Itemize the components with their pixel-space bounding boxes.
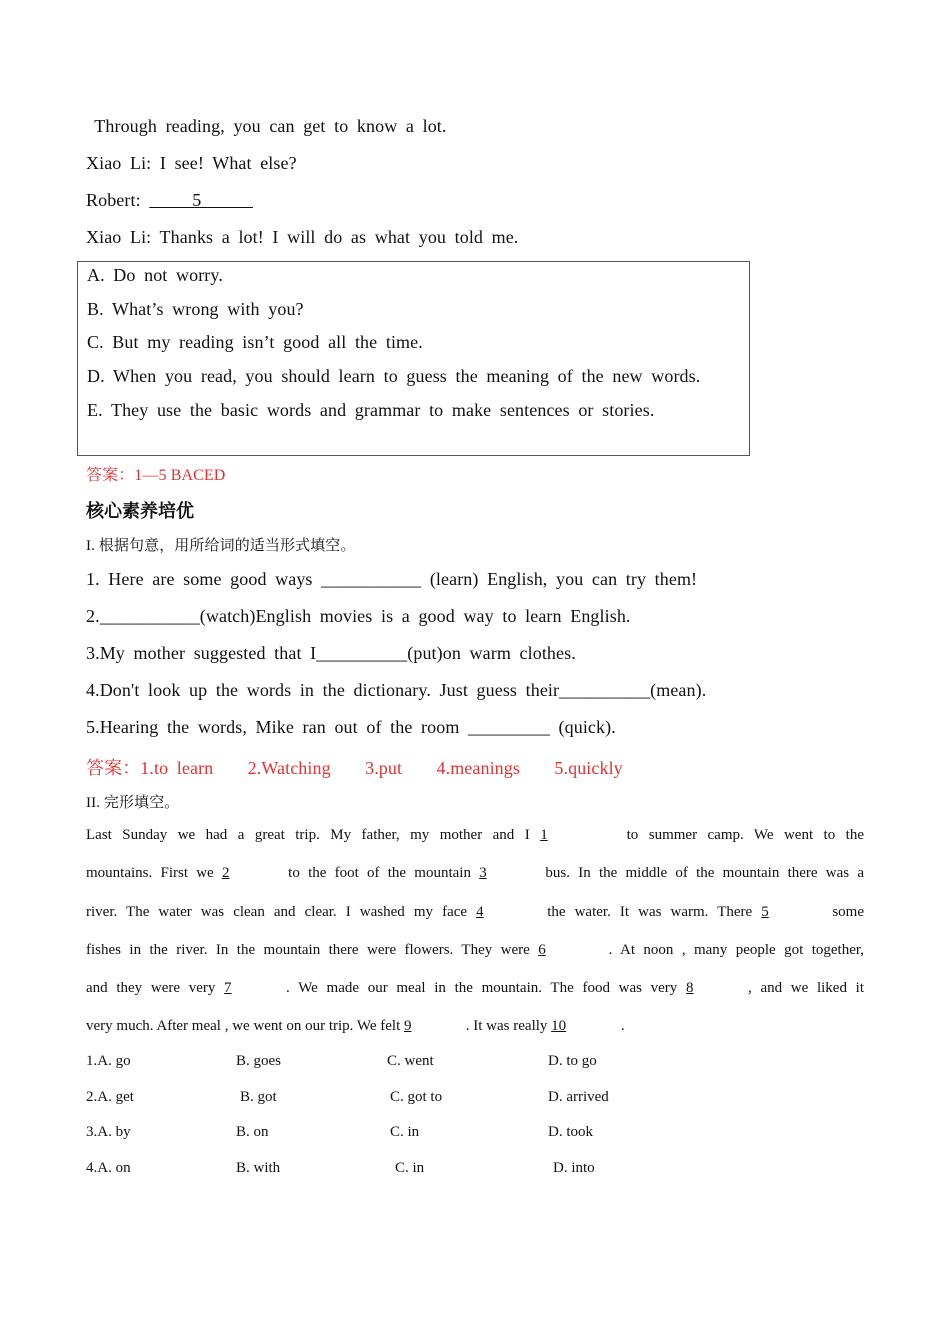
cloze-blank-1: 1	[540, 827, 548, 843]
choice-2a: 2.A. get	[86, 1089, 134, 1105]
dialogue-line-3	[86, 190, 253, 211]
cloze-line-5: and they were very 7 . We made our meal in the mountain. The food was very 8 , and we liked it	[86, 980, 864, 996]
section-title: 核心素养培优	[86, 501, 194, 521]
part1-q4: 4.Don't look up the words in the dictionary. Just guess their__________(mean).	[86, 680, 707, 700]
choice-4c: C. in	[395, 1160, 425, 1176]
cloze-blank-3: 3	[479, 865, 487, 881]
cloze-blank-4: 4	[476, 904, 484, 920]
part1-q3: 3.My mother suggested that I__________(put)on warm clothes.	[86, 643, 576, 663]
choice-2c: C. got to	[390, 1089, 443, 1105]
choice-1d: D. to go	[548, 1053, 597, 1069]
answer-1-5: 答案：1—5 BACED	[86, 467, 226, 484]
choice-3c: C. in	[390, 1124, 420, 1140]
option-b: B. What’s wrong with you?	[87, 299, 304, 319]
choice-3a: 3.A. by	[86, 1124, 131, 1140]
part1-q5: 5.Hearing the words, Mike ran out of the room _________ (quick).	[86, 717, 616, 737]
cloze-blank-8: 8	[686, 980, 694, 996]
part2-title: II. 完形填空。	[86, 795, 180, 811]
cloze-line-3: river. The water was clean and clear. I washed my face 4 the water. It was warm. There 5 some	[86, 904, 864, 920]
part1-q1: 1. Here are some good ways ___________ (learn) English, you can try them!	[86, 569, 698, 589]
dialogue-line-1: Through reading, you can get to know a lot.	[86, 116, 447, 136]
cloze-blank-7: 7	[224, 980, 232, 996]
choice-2b: B. got	[240, 1089, 277, 1105]
part1-title: I. 根据句意，用所给词的适当形式填空。	[86, 538, 356, 554]
choice-1a: 1.A. go	[86, 1053, 131, 1069]
dialogue-line-4: Xiao Li: Thanks a lot! I will do as what you told me.	[86, 227, 519, 247]
part1-q2: 2.___________(watch)English movies is a good way to learn English.	[86, 606, 631, 626]
speaker-robert: Robert:	[86, 190, 150, 210]
cloze-line-6: very much. After meal , we went on our trip. We felt 9 . It was really 10 .	[86, 1018, 625, 1034]
choice-3b: B. on	[236, 1124, 269, 1140]
options-box	[77, 261, 750, 456]
dialogue-line-2: Xiao Li: I see! What else?	[86, 153, 297, 173]
blank-5: 5	[149, 190, 253, 210]
cloze-line-1: Last Sunday we had a great trip. My father, my mother and I 1 to summer camp. We went to the	[86, 827, 864, 843]
option-c: C. But my reading isn’t good all the time.	[87, 332, 423, 352]
option-d: D. When you read, you should learn to guess the meaning of the new words.	[87, 366, 701, 386]
option-a: A. Do not worry.	[87, 265, 223, 285]
cloze-blank-6: 6	[538, 942, 546, 958]
choice-1c: C. went	[387, 1053, 434, 1069]
choice-4d: D. into	[553, 1160, 595, 1176]
part1-answer: 答案：1.to learn 2.Watching 3.put 4.meanings 5.quickly	[86, 758, 623, 778]
cloze-blank-2: 2	[221, 865, 230, 881]
option-e: E. They use the basic words and grammar to make sentences or stories.	[87, 400, 655, 420]
choice-1b: B. goes	[236, 1053, 281, 1069]
choice-4b: B. with	[236, 1160, 281, 1176]
choice-3d: D. took	[548, 1124, 593, 1140]
cloze-blank-9: 9	[404, 1018, 412, 1034]
cloze-line-2: mountains. First we 2 to the foot of the mountain 3 bus. In the middle of the mountain there was a	[86, 865, 864, 881]
cloze-blank-5: 5	[761, 904, 769, 920]
choice-4a: 4.A. on	[86, 1160, 131, 1176]
choice-2d: D. arrived	[548, 1089, 609, 1105]
cloze-line-4: fishes in the river. In the mountain there were flowers. They were 6 . At noon , many people got together,	[86, 942, 864, 958]
cloze-blank-10: 10	[551, 1018, 567, 1034]
